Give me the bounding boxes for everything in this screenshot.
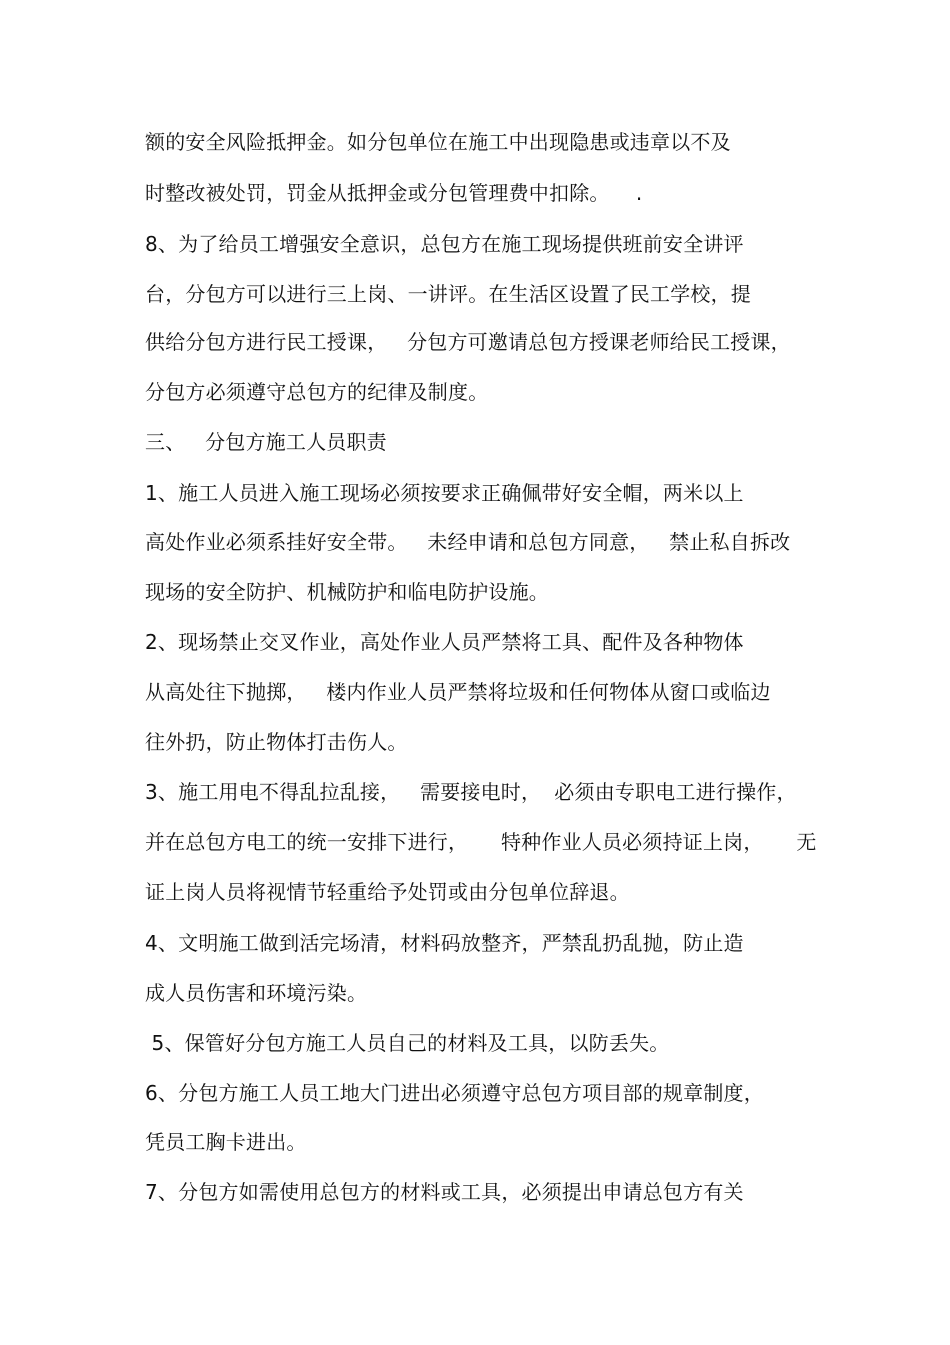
text-line: 分包方必须遵守总包方的纪律及制度。 xyxy=(145,380,489,404)
text-line: 证上岗人员将视情节轻重给予处罚或由分包单位辞退。 xyxy=(145,880,630,904)
text-line: 额的安全风险抵押金。如分包单位在施工中出现隐患或违章以不及 xyxy=(145,130,731,154)
text-line: 7、分包方如需使用总包方的材料或工具，必须提出申请总包方有关 xyxy=(145,1180,744,1204)
text-line: 1、施工人员进入施工现场必须按要求正确佩带好安全帽，两米以上 xyxy=(145,481,744,505)
text-line: 时整改被处罚，罚金从抵押金或分包管理费中扣除。 . xyxy=(145,181,643,205)
text-line: 8、为了给员工增强安全意识，总包方在施工现场提供班前安全讲评 xyxy=(145,232,744,256)
text-line: 现场的安全防护、机械防护和临电防护设施。 xyxy=(145,580,549,604)
text-line: 凭员工胸卡进出。 xyxy=(145,1130,307,1154)
text-line: 6、分包方施工人员工地大门进出必须遵守总包方项目部的规章制度， xyxy=(145,1081,764,1105)
text-line: 3、施工用电不得乱拉乱接， 需要接电时， 必须由专职电工进行操作， xyxy=(145,780,797,804)
section-heading: 三、 分包方施工人员职责 xyxy=(145,430,387,454)
text-line: 2、现场禁止交叉作业，高处作业人员严禁将工具、配件及各种物体 xyxy=(145,630,744,654)
text-line: 高处作业必须系挂好安全带。 未经申请和总包方同意， 禁止私自拆改 xyxy=(145,530,791,554)
text-line: 往外扔，防止物体打击伤人。 xyxy=(145,730,408,754)
text-line: 5、保管好分包方施工人员自己的材料及工具，以防丢失。 xyxy=(145,1031,670,1055)
text-line: 成人员伤害和环境污染。 xyxy=(145,981,368,1005)
text-line: 4、文明施工做到活完场清，材料码放整齐，严禁乱扔乱抛，防止造 xyxy=(145,931,744,955)
text-line: 从高处往下抛掷， 楼内作业人员严禁将垃圾和任何物体从窗口或临边 xyxy=(145,680,771,704)
text-line: 并在总包方电工的统一安排下进行， 特种作业人员必须持证上岗， 无 xyxy=(145,830,817,854)
text-line: 供给分包方进行民工授课， 分包方可邀请总包方授课老师给民工授课， xyxy=(145,330,791,354)
text-line: 台，分包方可以进行三上岗、一讲评。在生活区设置了民工学校，提 xyxy=(145,282,751,306)
